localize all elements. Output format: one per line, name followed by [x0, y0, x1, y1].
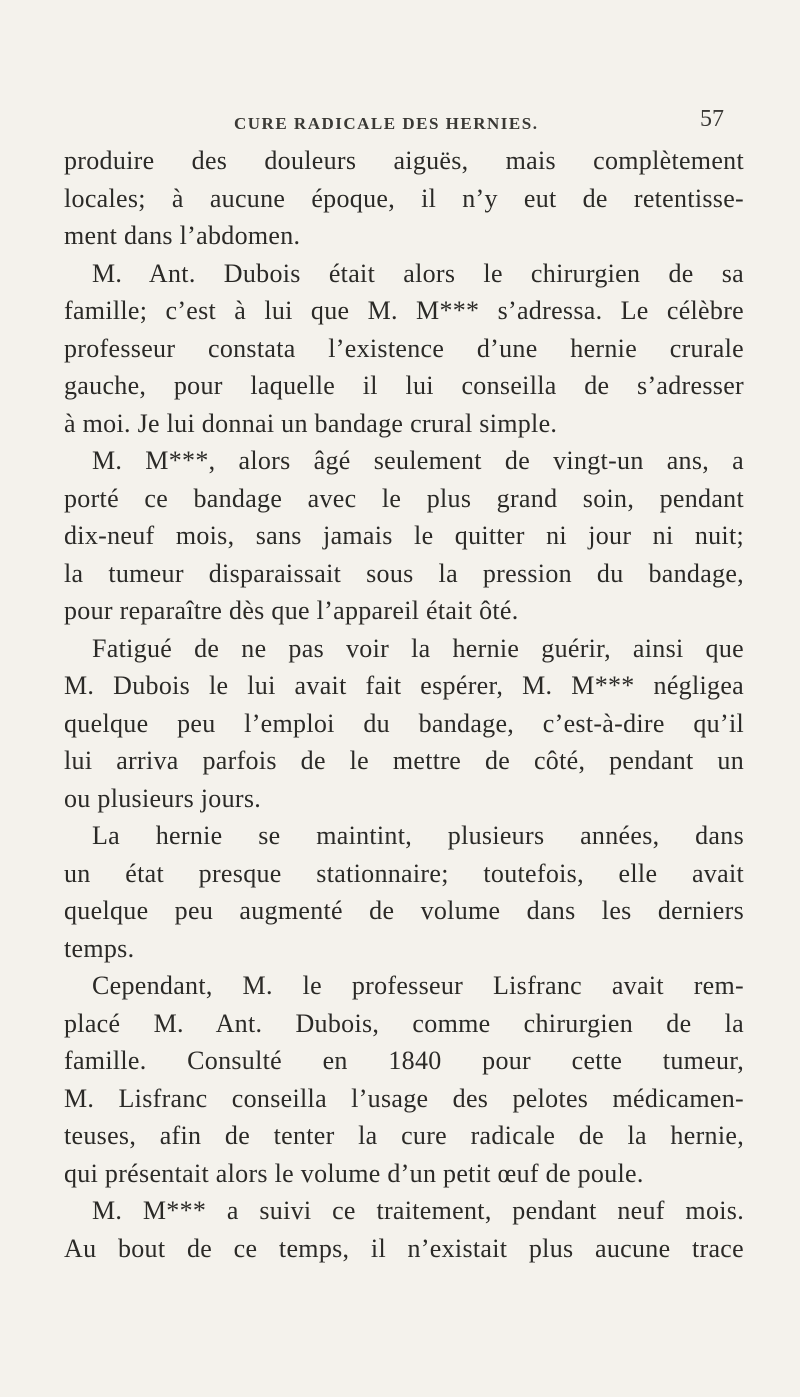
text-line: Au bout de ce temps, il n’existait plus aucune trace	[64, 1233, 744, 1263]
text-line: M. M***, alors âgé seulement de vingt-un ans, a	[92, 446, 744, 475]
text-line: M. Dubois le lui avait fait espérer, M. M*** négligea	[64, 671, 744, 700]
text-line: ment dans l’abdomen.	[64, 221, 301, 250]
text-line: ou plusieurs jours.	[64, 783, 262, 813]
text-line: Fatigué de ne pas voir la hernie guérir, ainsi que	[92, 633, 744, 663]
text-line: Cependant, M. le professeur Lisfranc avait rem-	[92, 971, 744, 1000]
text-line: un état presque stationnaire; toutefois, elle avait	[64, 858, 744, 888]
text-line: à moi. Je lui donnai un bandage crural simple.	[64, 408, 558, 438]
text-line: locales; à aucune époque, il n’y eut de retentisse-	[64, 183, 744, 213]
text-line: temps.	[64, 933, 135, 963]
text-line: M. M*** a suivi ce traitement, pendant neuf mois.	[92, 1196, 744, 1225]
running-title: CURE RADICALE DES HERNIES.	[234, 114, 539, 133]
text-line: gauche, pour laquelle il lui conseilla de s’adresser	[64, 371, 744, 400]
text-line: M. Lisfranc conseilla l’usage des pelotes médicamen-	[64, 1083, 744, 1113]
text-line: dix-neuf mois, sans jamais le quitter ni jour ni nuit;	[64, 521, 744, 550]
running-head	[0, 106, 800, 144]
text-line: pour reparaître dès que l’appareil était ôté.	[64, 596, 519, 625]
text-line: placé M. Ant. Dubois, comme chirurgien de la	[64, 1008, 744, 1038]
text-line: quelque peu augmenté de volume dans les derniers	[64, 896, 744, 925]
text-line: la tumeur disparaissait sous la pression du bandage,	[64, 558, 744, 588]
text-line: quelque peu l’emploi du bandage, c’est-à-dire qu’il	[64, 708, 744, 738]
text-line: M. Ant. Dubois était alors le chirurgien de sa	[92, 258, 744, 288]
text-line: teuses, afin de tenter la cure radicale de la hernie,	[64, 1121, 744, 1150]
body-text	[64, 142, 744, 1267]
text-line: produire des douleurs aiguës, mais complètement	[64, 146, 744, 175]
text-line: professeur constata l’existence d’une hernie crurale	[64, 333, 744, 363]
text-line: La hernie se maintint, plusieurs années, dans	[92, 821, 744, 850]
text-line: famille; c’est à lui que M. M*** s’adressa. Le célèbre	[64, 296, 744, 325]
text-line: porté ce bandage avec le plus grand soin, pendant	[64, 483, 744, 513]
page-number: 57	[700, 106, 724, 132]
text-line: famille. Consulté en 1840 pour cette tumeur,	[64, 1046, 744, 1075]
text-line: lui arriva parfois de le mettre de côté, pendant un	[64, 746, 744, 775]
text-line: qui présentait alors le volume d’un petit œuf de poule.	[64, 1158, 644, 1188]
